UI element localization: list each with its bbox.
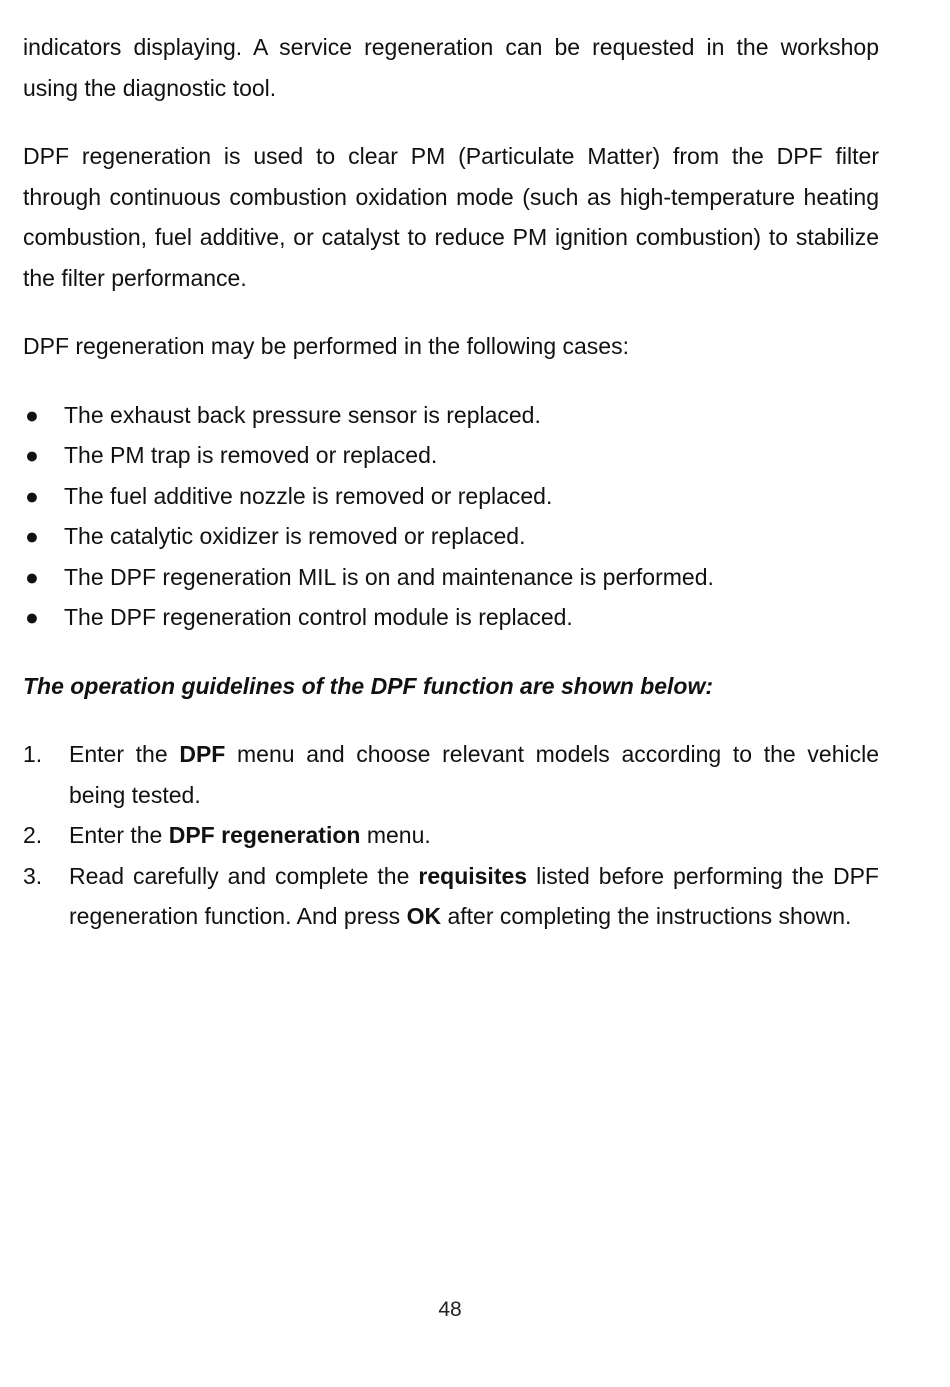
list-item-text: The PM trap is removed or replaced. <box>64 442 438 468</box>
list-item-text: The catalytic oxidizer is removed or replaced. <box>64 523 526 549</box>
list-item <box>23 597 879 638</box>
list-item-text: The exhaust back pressure sensor is replaced. <box>64 401 541 428</box>
step-text: menu and choose relevant models according to the vehicle being tested. <box>69 741 880 808</box>
step-bold-term: requisites <box>418 862 528 889</box>
cases-bullet-list <box>23 395 879 638</box>
step-number: 1. <box>23 741 43 767</box>
step-text: Enter the <box>69 822 169 848</box>
intro-paragraph: indicators displaying. A service regeneration can be requested in the workshop using the diagnostic tool. <box>23 34 879 101</box>
step-item <box>23 734 879 815</box>
document-page <box>23 27 879 937</box>
step-number: 3. <box>23 862 43 889</box>
list-item <box>23 557 879 598</box>
dpf-description-paragraph: DPF regeneration is used to clear PM (Particulate Matter) from the DPF filter through continuous combustion oxidation mode (such as high-temperature heating combustion, fuel additive, or catalyst to reduce PM ignition combustion) to stabilize the filter performance. <box>23 143 879 291</box>
list-item-text: The DPF regeneration MIL is on and maintenance is performed. <box>64 563 714 590</box>
step-item <box>23 856 879 937</box>
step-bold-term: DPF regeneration <box>168 822 361 848</box>
bullet-icon: ● <box>25 604 39 630</box>
steps-numbered-list <box>23 734 879 937</box>
bullet-icon: ● <box>25 401 39 428</box>
step-bold-term: OK <box>406 903 442 929</box>
list-item <box>23 516 879 557</box>
list-item <box>23 476 879 517</box>
list-item-text: The fuel additive nozzle is removed or replaced. <box>64 482 553 509</box>
list-item <box>23 395 879 436</box>
cases-intro-paragraph: DPF regeneration may be performed in the following cases: <box>23 333 629 359</box>
guidelines-heading: The operation guidelines of the DPF function are shown below: <box>23 672 714 699</box>
step-text: Enter the <box>69 741 180 767</box>
step-number: 2. <box>23 822 43 848</box>
step-text: menu. <box>360 822 431 848</box>
bullet-icon: ● <box>25 482 39 509</box>
list-item-text: The DPF regeneration control module is replaced. <box>64 604 573 630</box>
step-text: listed before performing the DPF regeneration function. And press <box>69 862 879 929</box>
list-item <box>23 435 879 476</box>
bullet-icon: ● <box>25 442 39 468</box>
step-text: Read carefully and complete the <box>69 862 419 889</box>
step-bold-term: DPF <box>179 741 226 767</box>
step-text: after completing the instructions shown. <box>441 903 852 929</box>
step-item <box>23 815 879 856</box>
page-number: 48 <box>438 1298 462 1321</box>
bullet-icon: ● <box>25 563 39 590</box>
bullet-icon: ● <box>25 523 39 549</box>
